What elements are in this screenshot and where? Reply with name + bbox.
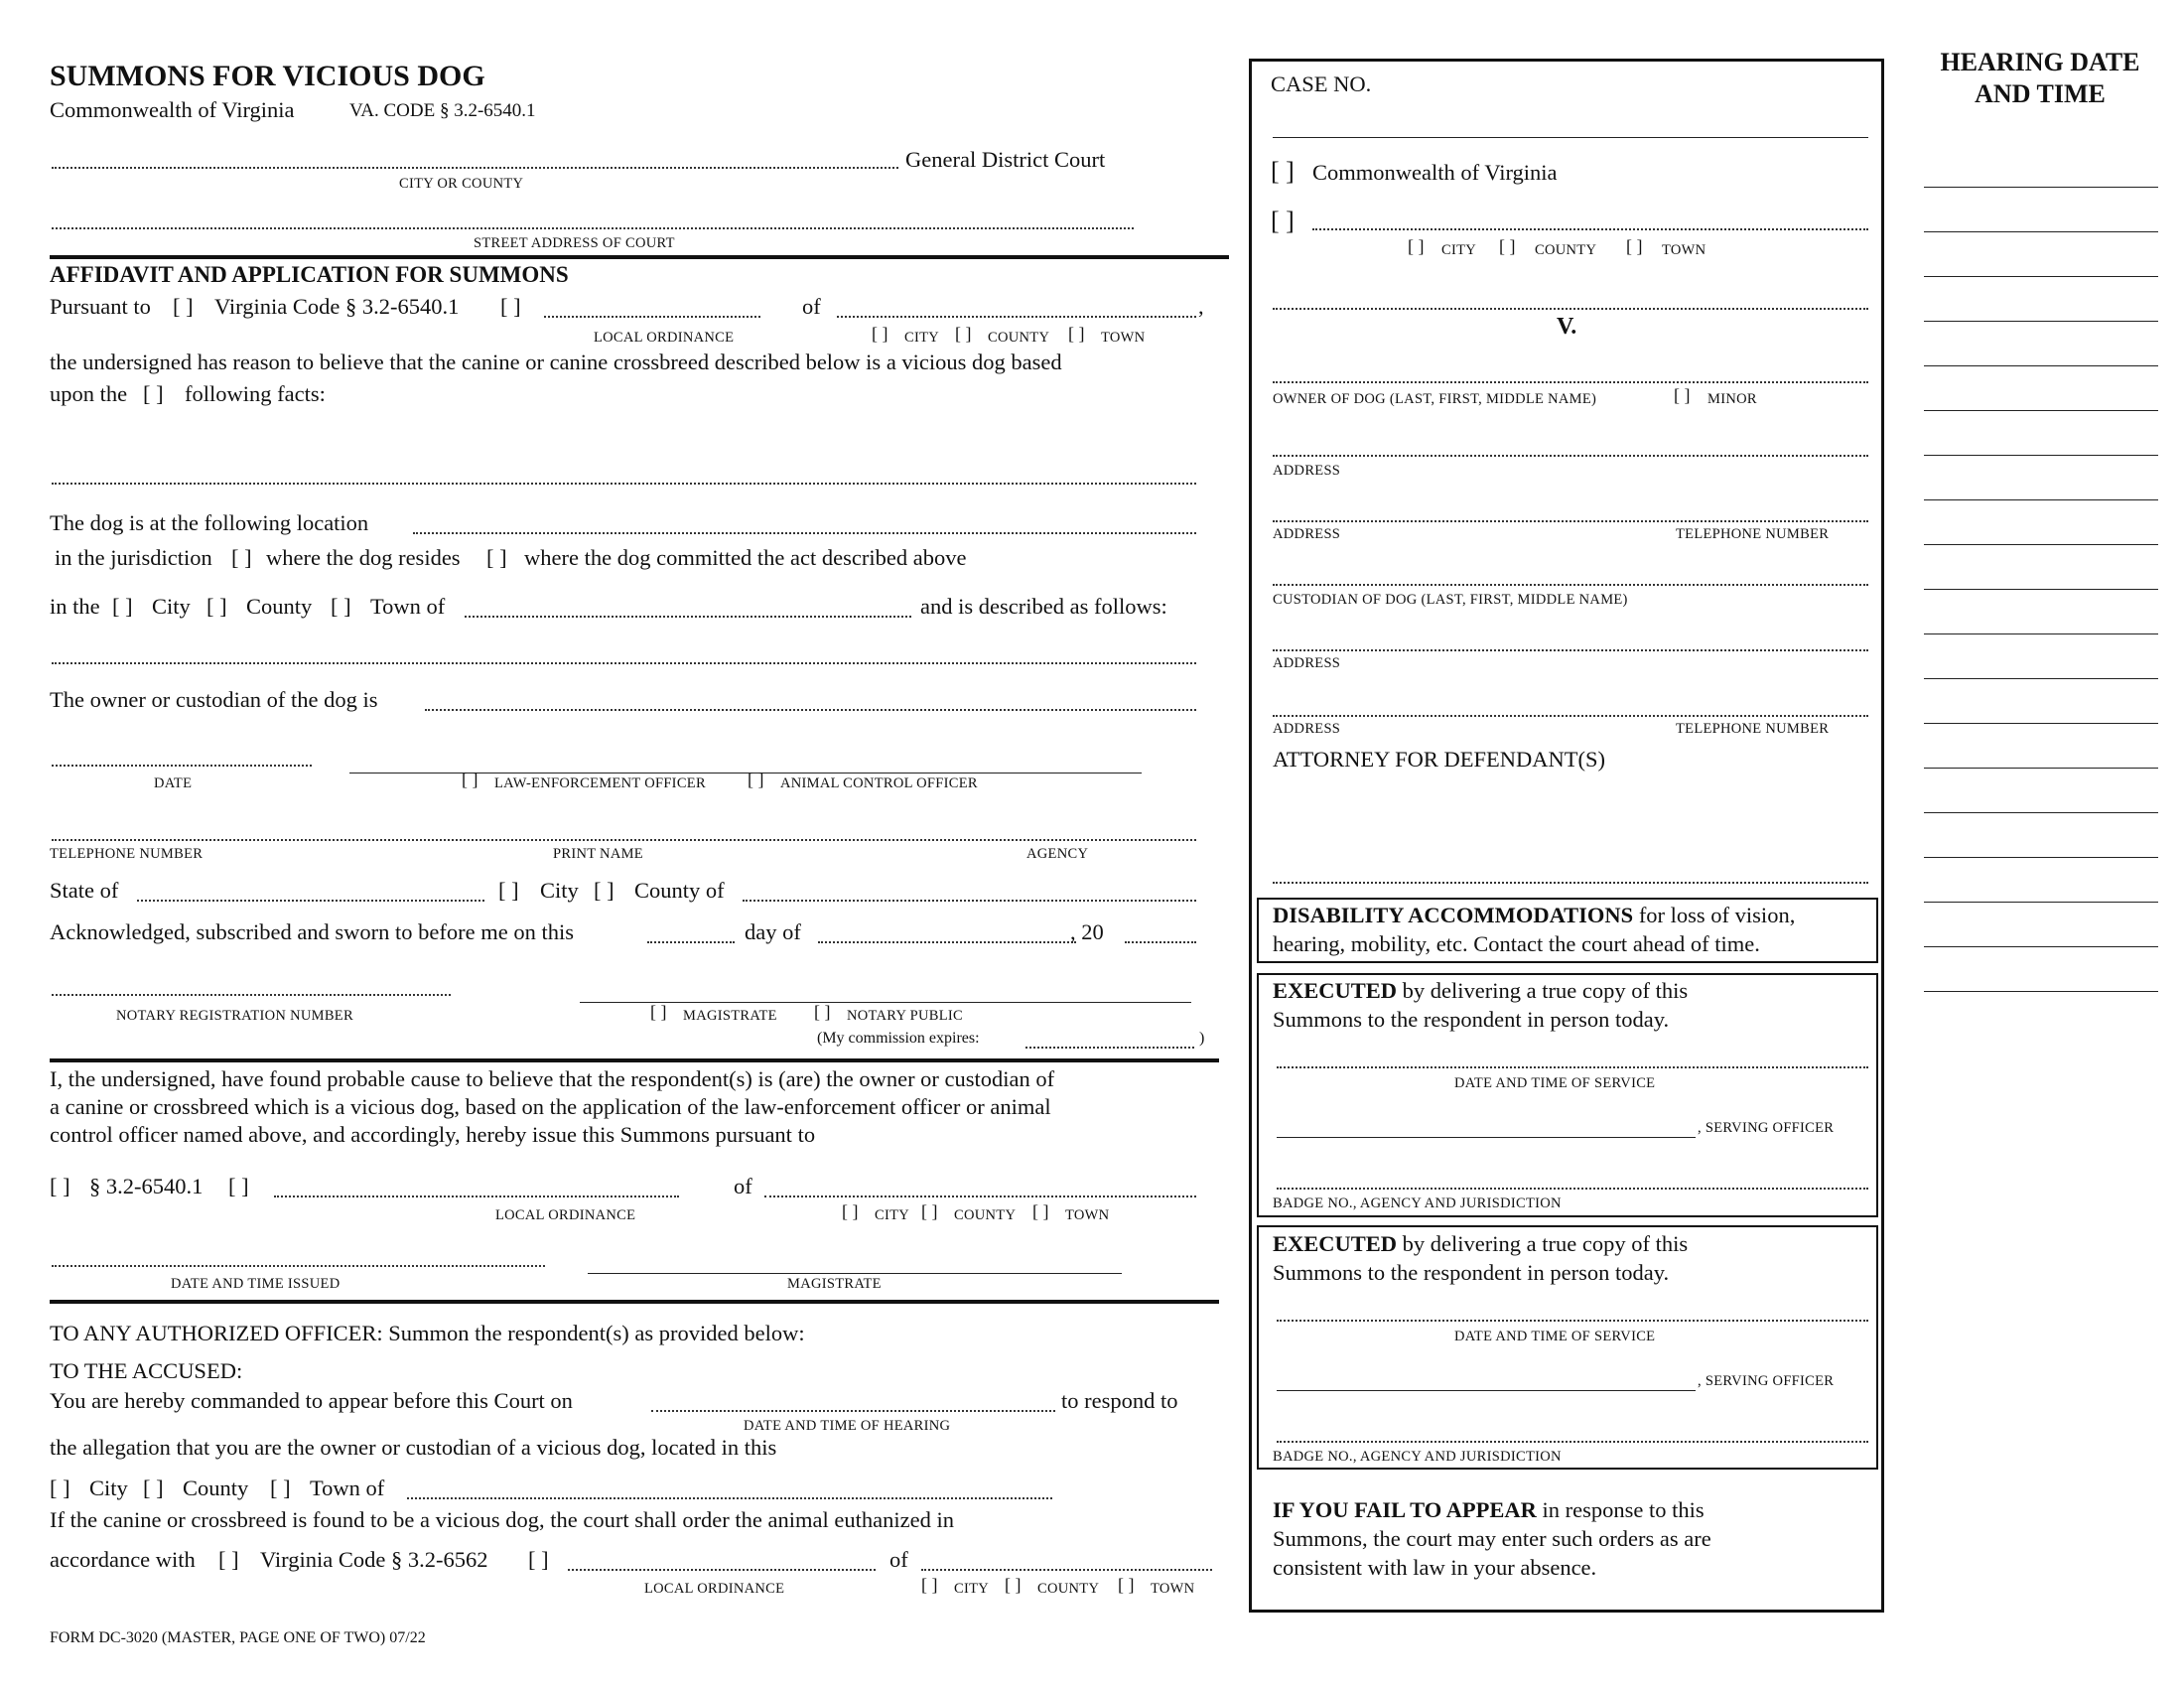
custodian-address-label: ADDRESS: [1273, 655, 1341, 671]
badge-2-field[interactable]: [1277, 1441, 1868, 1443]
owner-telephone-label: TELEPHONE NUMBER: [1676, 526, 1830, 542]
checkbox-acc2-town[interactable]: [ ]: [1118, 1575, 1135, 1595]
checkbox-plaintiff-locality[interactable]: [ ]: [1271, 207, 1295, 235]
plaintiff-locality-field[interactable]: [1312, 228, 1868, 230]
checkbox-r-county[interactable]: [ ]: [1499, 236, 1516, 256]
pc-town-label: TOWN: [1065, 1207, 1110, 1223]
serving-officer-1-field[interactable]: [1277, 1137, 1696, 1138]
checkbox-aco[interactable]: [ ]: [748, 770, 764, 789]
court-suffix: General District Court: [905, 147, 1106, 172]
owner-address2-field[interactable]: [1273, 520, 1868, 522]
county-field[interactable]: [743, 900, 1196, 902]
checkbox-resides[interactable]: [ ]: [486, 545, 507, 570]
town-of-text: Town of: [370, 594, 446, 619]
section-divider-2: [50, 1058, 1219, 1062]
acc2-city-label: CITY: [954, 1581, 990, 1597]
hearing-line[interactable]: [1924, 723, 2158, 724]
pc-magistrate-label: MAGISTRATE: [787, 1276, 882, 1292]
checkbox-commonwealth[interactable]: [ ]: [1271, 157, 1295, 186]
acc2-county-label: COUNTY: [1037, 1581, 1100, 1597]
checkbox-pc-ordinance[interactable]: [ ]: [228, 1174, 249, 1198]
hearing-line[interactable]: [1924, 365, 2158, 366]
day-field[interactable]: [647, 941, 735, 943]
checkbox-va-code[interactable]: [ ]: [173, 294, 194, 319]
telephone-label: TELEPHONE NUMBER: [50, 846, 204, 862]
checkbox-acc-city[interactable]: [ ]: [50, 1476, 70, 1500]
date-label: DATE: [154, 775, 193, 791]
disability-bold: DISABILITY ACCOMMODATIONS: [1273, 903, 1634, 927]
acc-jurisdiction-field[interactable]: [921, 1569, 1212, 1571]
checkbox-county[interactable]: [ ]: [955, 324, 972, 344]
affidavit-heading: AFFIDAVIT AND APPLICATION FOR SUMMONS: [50, 262, 569, 287]
checkbox-city[interactable]: [ ]: [872, 324, 888, 344]
month-field[interactable]: [818, 941, 1076, 943]
year-field[interactable]: [1125, 941, 1196, 943]
agency-label: AGENCY: [1026, 846, 1089, 862]
hearing-line[interactable]: [1924, 857, 2158, 858]
executed-2-rest: by delivering a true copy of this: [1397, 1231, 1689, 1256]
code-6562-text: Virginia Code § 3.2-6562: [260, 1547, 488, 1572]
pc-of-label: of: [734, 1174, 752, 1198]
county-label: COUNTY: [988, 330, 1050, 346]
court-address-field[interactable]: [52, 227, 1134, 229]
case-no-field[interactable]: [1273, 137, 1868, 138]
probable-cause-3: control officer named above, and accordingly, hereby issue this Summons pursuant to: [50, 1122, 816, 1147]
commission-close: ): [1199, 1030, 1205, 1047]
serving-officer-1-label: , SERVING OFFICER: [1698, 1120, 1835, 1136]
checkbox-acc-county[interactable]: [ ]: [143, 1476, 164, 1500]
custodian-name-field[interactable]: [1273, 584, 1868, 586]
plaintiff-extra-field[interactable]: [1273, 308, 1868, 310]
checkbox-magistrate[interactable]: [ ]: [650, 1002, 667, 1022]
notary-signature-field[interactable]: [580, 1002, 1191, 1003]
serving-officer-2-field[interactable]: [1277, 1390, 1696, 1391]
va-code: VA. CODE § 3.2-6540.1: [349, 100, 536, 121]
disability-rest: for loss of vision,: [1633, 903, 1796, 927]
state-city-label: City: [540, 878, 579, 903]
belief-text-2a: upon the: [50, 381, 128, 406]
date-field[interactable]: [52, 765, 312, 767]
service-date-2-field[interactable]: [1277, 1320, 1868, 1322]
notary-public-label: NOTARY PUBLIC: [847, 1008, 964, 1024]
magistrate-signature-field[interactable]: [588, 1273, 1122, 1274]
of-label: of: [802, 294, 821, 319]
magistrate-label: MAGISTRATE: [683, 1008, 777, 1024]
checkbox-6562[interactable]: [ ]: [218, 1547, 239, 1572]
acc-ordinance-label: LOCAL ORDINANCE: [644, 1581, 785, 1597]
case-no-label: CASE NO.: [1271, 71, 1372, 96]
owner-name-field[interactable]: [1273, 381, 1868, 383]
acc-county-text: County: [183, 1476, 249, 1500]
checkbox-acc-ordinance[interactable]: [ ]: [528, 1547, 549, 1572]
commission-label: (My commission expires:: [817, 1030, 980, 1047]
badge-1-label: BADGE NO., AGENCY AND JURISDICTION: [1273, 1196, 1562, 1211]
checkbox-state-county[interactable]: [ ]: [594, 878, 614, 903]
checkbox-leo[interactable]: [ ]: [462, 770, 478, 789]
notary-reg-label: NOTARY REGISTRATION NUMBER: [116, 1008, 353, 1024]
minor-label: MINOR: [1707, 391, 1757, 407]
checkbox-pc-city[interactable]: [ ]: [842, 1201, 859, 1221]
hearing-line[interactable]: [1924, 768, 2158, 769]
committed-label: where the dog committed the act described above: [524, 545, 967, 570]
probable-cause-1: I, the undersigned, have found probable cause to believe that the respondent(s) is (are) the owner or custodian of: [50, 1066, 1055, 1091]
county-text: County: [246, 594, 313, 619]
attorney-field[interactable]: [1273, 882, 1868, 884]
hearing-line[interactable]: [1924, 678, 2158, 679]
checkbox-r-town[interactable]: [ ]: [1626, 236, 1643, 256]
commonwealth-label: Commonwealth of Virginia: [1312, 160, 1558, 185]
checkbox-local-ordinance[interactable]: [ ]: [500, 294, 521, 319]
owner-name-label: OWNER OF DOG (LAST, FIRST, MIDDLE NAME): [1273, 391, 1597, 407]
belief-text-2b: following facts:: [185, 381, 326, 406]
acknowledged-label: Acknowledged, subscribed and sworn to before me on this: [50, 919, 575, 944]
location-field[interactable]: [413, 532, 1196, 534]
telephone-name-agency-field[interactable]: [52, 839, 1196, 841]
fail-appear-rest: in response to this: [1536, 1497, 1705, 1522]
owner-address-field[interactable]: [1273, 455, 1868, 457]
appear-text: You are hereby commanded to appear before this Court on: [50, 1388, 573, 1413]
checkbox-state-city[interactable]: [ ]: [498, 878, 519, 903]
executed-2-text: [1273, 1231, 1688, 1257]
in-the-label: in the: [50, 594, 100, 619]
form-subtitle: Commonwealth of Virginia: [50, 97, 295, 122]
city-text: City: [152, 594, 191, 619]
acc-town-field[interactable]: [407, 1497, 1052, 1499]
acc-city-text: City: [89, 1476, 128, 1500]
hearing-line[interactable]: [1924, 321, 2158, 322]
fail-appear-text: [1273, 1497, 1705, 1523]
r-county-label: COUNTY: [1535, 242, 1597, 258]
owner-address2-label: ADDRESS: [1273, 526, 1341, 542]
custodian-name-label: CUSTODIAN OF DOG (LAST, FIRST, MIDDLE NAME): [1273, 592, 1628, 608]
jurisdiction-label: in the jurisdiction: [55, 545, 212, 570]
town-field[interactable]: [465, 616, 911, 618]
ordinance-jurisdiction-field[interactable]: [837, 316, 1196, 318]
acc2-town-label: TOWN: [1151, 1581, 1195, 1597]
local-ordinance-field[interactable]: [544, 316, 760, 318]
notary-reg-field[interactable]: [52, 994, 451, 996]
versus-label: V.: [1557, 314, 1577, 340]
county-of-label: County of: [634, 878, 725, 903]
owner-label: The owner or custodian of the dog is: [50, 687, 378, 712]
executed-1-line2: Summons to the respondent in person today.: [1273, 1007, 1670, 1032]
va-code-text: Virginia Code § 3.2-6540.1: [214, 294, 460, 319]
date-issued-field[interactable]: [52, 1265, 545, 1267]
acc-of-label: of: [889, 1547, 908, 1572]
owner-field[interactable]: [425, 709, 1196, 711]
checkbox-pc-town[interactable]: [ ]: [1032, 1201, 1049, 1221]
checkbox-minor[interactable]: [ ]: [1674, 385, 1691, 405]
executed-1-text: [1273, 978, 1688, 1004]
pc-jurisdiction-field[interactable]: [764, 1196, 1196, 1197]
checkbox-acc-town[interactable]: [ ]: [270, 1476, 291, 1500]
pc-city-label: CITY: [875, 1207, 910, 1223]
town-label: TOWN: [1101, 330, 1146, 346]
checkbox-town[interactable]: [ ]: [1068, 324, 1085, 344]
executed-1-bold: EXECUTED: [1273, 978, 1398, 1003]
custodian-address-field[interactable]: [1273, 649, 1868, 651]
city-or-county-label: CITY OR COUNTY: [399, 176, 524, 192]
owner-address-label: ADDRESS: [1273, 463, 1341, 479]
accused-heading: TO THE ACCUSED:: [50, 1358, 243, 1383]
section-divider-3: [50, 1300, 1219, 1304]
hearing-line[interactable]: [1924, 544, 2158, 545]
probable-cause-2: a canine or crossbreed which is a vicious dog, based on the application of the law-enforcement officer or animal: [50, 1094, 1051, 1119]
hearing-line[interactable]: [1924, 231, 2158, 232]
checkbox-jurisdiction[interactable]: [ ]: [231, 545, 252, 570]
belief-text-1: the undersigned has reason to believe that the canine or canine crossbreed described below is a vicious dog based: [50, 350, 1062, 374]
checkbox-pc-code[interactable]: [ ]: [50, 1174, 70, 1198]
section-divider: [50, 255, 1229, 259]
disability-line2: hearing, mobility, etc. Contact the court ahead of time.: [1273, 931, 1760, 956]
disability-text: [1273, 903, 1795, 928]
checkbox-notary[interactable]: [ ]: [814, 1002, 831, 1022]
hearing-line[interactable]: [1924, 187, 2158, 188]
checkbox-facts[interactable]: [ ]: [143, 381, 164, 406]
hearing-line[interactable]: [1924, 991, 2158, 992]
state-field[interactable]: [137, 900, 484, 902]
fail-appear-bold: IF YOU FAIL TO APPEAR: [1273, 1497, 1537, 1522]
service-date-2-label: DATE AND TIME OF SERVICE: [1454, 1329, 1656, 1344]
hearing-line[interactable]: [1924, 499, 2158, 500]
hearing-line[interactable]: [1924, 276, 2158, 277]
executed-1-rest: by delivering a true copy of this: [1397, 978, 1689, 1003]
comma: ,: [1198, 294, 1204, 319]
location-label: The dog is at the following location: [50, 510, 369, 535]
local-ordinance-label: LOCAL ORDINANCE: [594, 330, 735, 346]
aco-label: ANIMAL CONTROL OFFICER: [780, 775, 978, 791]
acc-town-text: Town of: [310, 1476, 385, 1500]
accordance-text: accordance with: [50, 1547, 196, 1572]
custodian-address2-field[interactable]: [1273, 715, 1868, 717]
hearing-date-label: DATE AND TIME OF HEARING: [744, 1418, 951, 1434]
checkbox-town-2[interactable]: [ ]: [331, 594, 351, 619]
commission-field[interactable]: [1025, 1047, 1194, 1049]
date-issued-label: DATE AND TIME ISSUED: [171, 1276, 341, 1292]
described-label: and is described as follows:: [920, 594, 1167, 619]
badge-1-field[interactable]: [1277, 1188, 1868, 1190]
checkbox-county-2[interactable]: [ ]: [206, 594, 227, 619]
state-of-label: State of: [50, 878, 119, 903]
hearing-line[interactable]: [1924, 589, 2158, 590]
resides-label: where the dog resides: [266, 545, 461, 570]
hearing-date-field[interactable]: [651, 1410, 1055, 1412]
court-city-field[interactable]: [52, 167, 898, 169]
hearing-line[interactable]: [1924, 946, 2158, 947]
pc-ordinance-label: LOCAL ORDINANCE: [495, 1207, 636, 1223]
serving-officer-2-label: , SERVING OFFICER: [1698, 1373, 1835, 1389]
executed-2-bold: EXECUTED: [1273, 1231, 1398, 1256]
day-of-label: day of: [745, 919, 801, 944]
hearing-heading-1: HEARING DATE: [1940, 48, 2140, 76]
form-footer: FORM DC-3020 (MASTER, PAGE ONE OF TWO) 07/22: [50, 1629, 426, 1646]
badge-2-label: BADGE NO., AGENCY AND JURISDICTION: [1273, 1449, 1562, 1465]
hearing-heading-2: AND TIME: [1975, 79, 2106, 108]
attorney-label: ATTORNEY FOR DEFENDANT(S): [1273, 747, 1606, 772]
leo-label: LAW-ENFORCEMENT OFFICER: [494, 775, 706, 791]
checkbox-city-2[interactable]: [ ]: [112, 594, 133, 619]
pursuant-label: Pursuant to: [50, 294, 151, 319]
hearing-line[interactable]: [1924, 633, 2158, 634]
checkbox-r-city[interactable]: [ ]: [1408, 236, 1425, 256]
executed-2-line2: Summons to the respondent in person today.: [1273, 1260, 1670, 1285]
form-title: SUMMONS FOR VICIOUS DOG: [50, 60, 485, 92]
pc-ordinance-field[interactable]: [274, 1196, 679, 1197]
print-name-label: PRINT NAME: [553, 846, 643, 862]
city-label: CITY: [904, 330, 940, 346]
acc-ordinance-field[interactable]: [568, 1569, 876, 1571]
service-date-1-label: DATE AND TIME OF SERVICE: [1454, 1075, 1656, 1091]
fail-appear-line2: Summons, the court may enter such orders as are: [1273, 1526, 1711, 1551]
allegation-text: the allegation that you are the owner or custodian of a vicious dog, located in this: [50, 1435, 777, 1460]
checkbox-pc-county[interactable]: [ ]: [921, 1201, 938, 1221]
description-field[interactable]: [52, 662, 1196, 664]
custodian-address2-label: ADDRESS: [1273, 721, 1341, 737]
facts-field[interactable]: [52, 483, 1196, 485]
checkbox-acc2-city[interactable]: [ ]: [921, 1575, 938, 1595]
respond-text: to respond to: [1061, 1388, 1178, 1413]
hearing-line[interactable]: [1924, 455, 2158, 456]
fail-appear-line3: consistent with law in your absence.: [1273, 1555, 1597, 1580]
r-city-label: CITY: [1441, 242, 1477, 258]
pc-code-text: § 3.2-6540.1: [89, 1174, 204, 1198]
checkbox-acc2-county[interactable]: [ ]: [1005, 1575, 1022, 1595]
hearing-line[interactable]: [1924, 410, 2158, 411]
r-town-label: TOWN: [1662, 242, 1706, 258]
service-date-1-field[interactable]: [1277, 1066, 1868, 1068]
hearing-line[interactable]: [1924, 812, 2158, 813]
hearing-line[interactable]: [1924, 902, 2158, 903]
pc-county-label: COUNTY: [954, 1207, 1017, 1223]
custodian-telephone-label: TELEPHONE NUMBER: [1676, 721, 1830, 737]
year-label: , 20: [1070, 919, 1104, 944]
street-address-label: STREET ADDRESS OF COURT: [474, 235, 675, 251]
officer-instruction: TO ANY AUTHORIZED OFFICER: Summon the respondent(s) as provided below:: [50, 1321, 805, 1345]
euthanize-text: If the canine or crossbreed is found to be a vicious dog, the court shall order the animal euthanized in: [50, 1507, 954, 1532]
